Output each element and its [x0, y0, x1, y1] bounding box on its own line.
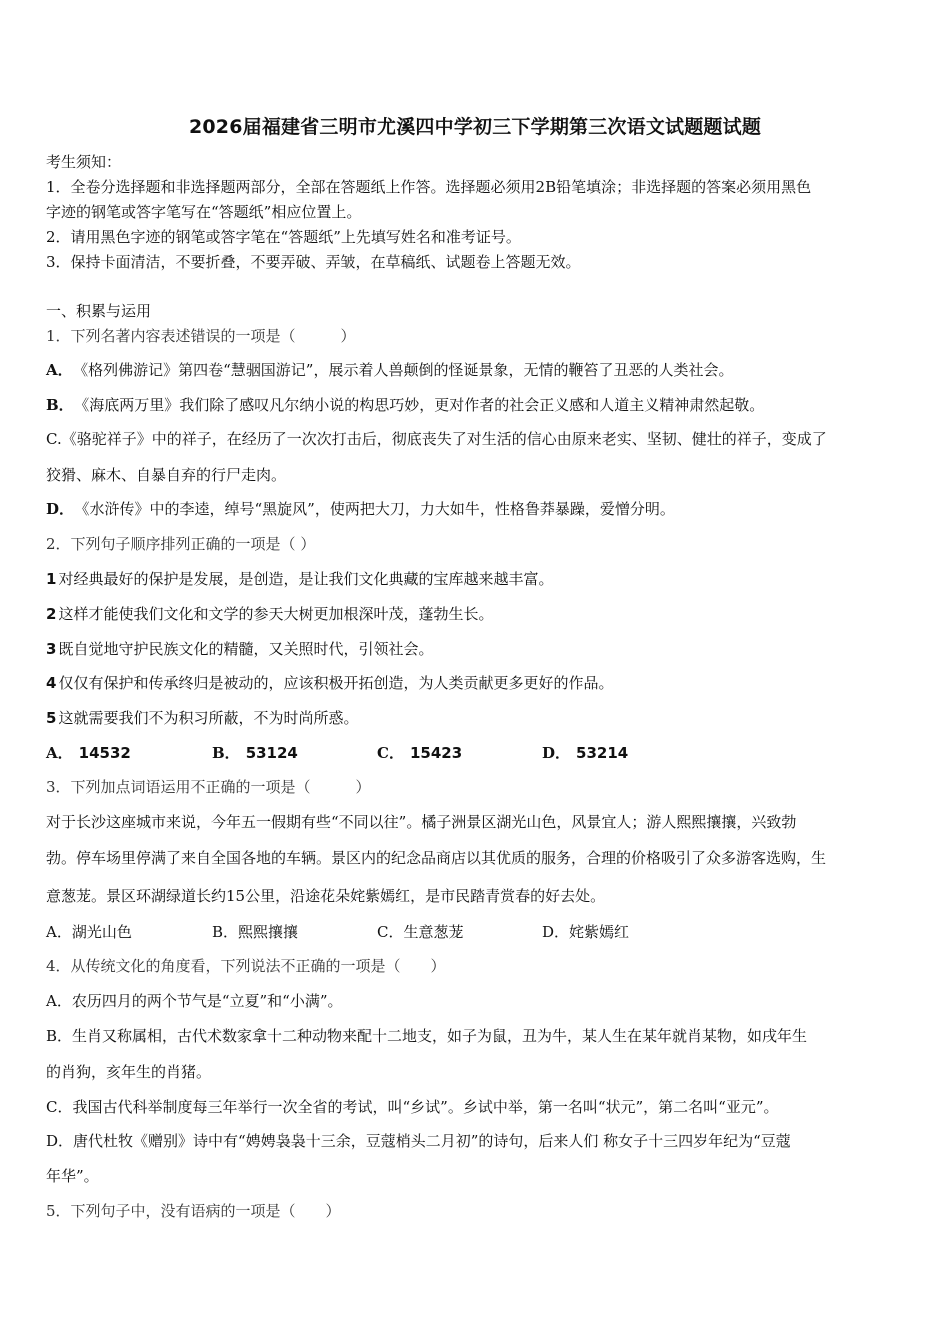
option-value: 53214 [576, 744, 629, 762]
option-text: 《水浒传》中的李逵，绰号“黑旋风”，使两把大刀，力大如牛，性格鲁莽暴躁，爱憎分明。 [82, 500, 675, 518]
sentence-number: 2 [46, 605, 57, 623]
question-2-sentence-1 [46, 569, 553, 589]
option-value: 14532 [78, 744, 131, 762]
question-1-option-c-line-2: 狡猾、麻木、自暴自弃的行尸走肉。 [46, 466, 287, 484]
option-label: A． [46, 744, 73, 762]
option-label: B． [212, 744, 240, 762]
question-2-option-d [542, 743, 628, 763]
question-1-option-a [46, 360, 733, 380]
question-3-option-b: B．熙熙攘攘 [212, 923, 299, 941]
option-label: D． [542, 744, 571, 762]
question-4-stem: 4．从传统文化的角度看，下列说法不正确的一项是（ ） [46, 957, 446, 975]
question-2-sentence-4 [46, 673, 613, 693]
sentence-text: 对经典最好的保护是发展，是创造，是让我们文化典藏的宝库越来越丰富。 [58, 570, 554, 588]
notice-item-1-line-2: 字迹的钢笔或答字笔写在“答题纸”相应位置上。 [46, 203, 362, 221]
option-label: A． [46, 361, 73, 379]
sentence-number: 1 [46, 570, 57, 588]
question-1-option-b [46, 395, 764, 415]
question-1-option-d [46, 499, 675, 519]
sentence-text: 仅仅有保护和传承终归是被动的，应该积极开拓创造，为人类贡献更多更好的作品。 [58, 674, 614, 692]
question-3-passage-line-2: 勃。停车场里停满了来自全国各地的车辆。景区内的纪念品商店以其优质的服务，合理的价格吸引了众多游客选购，生 [46, 849, 827, 867]
question-2-sentence-3 [46, 639, 433, 659]
question-3-passage-line-3: 意葱茏。景区环湖绿道长约15公里，沿途花朵姹紫嫣红，是市民踏青赏春的好去处。 [46, 887, 606, 905]
question-2-sentence-5 [46, 708, 358, 728]
sentence-text: 这就需要我们不为积习所蔽，不为时尚所惑。 [58, 709, 359, 727]
document-title: 2026届福建省三明市尤溪四中学初三下学期第三次语文试题题试题 [188, 116, 762, 138]
question-4-option-b-line-2: 的肖狗，亥年生的肖猪。 [46, 1063, 212, 1081]
question-2-option-a [46, 743, 131, 763]
question-3-option-d: D．姹紫嫣红 [542, 923, 630, 941]
section-heading: 一、积累与运用 [46, 302, 152, 320]
question-4-option-b-line-1: B．生肖又称属相，古代术数家拿十二种动物来配十二地支，如子为鼠，丑为牛，某人生在某年就肖某物，如戌年生 [46, 1027, 808, 1045]
question-3-option-a: A．湖光山色 [46, 923, 132, 941]
question-2-stem: 2．下列句子顺序排列正确的一项是（ ） [46, 535, 316, 553]
question-3-passage-line-1: 对于长沙这座城市来说，今年五一假期有些“不同以往”。橘子洲景区湖光山色，风景宜人；游人熙熙攘攘，兴致勃 [46, 813, 797, 831]
option-value: 53124 [245, 744, 298, 762]
option-value: 15423 [409, 744, 463, 762]
sentence-number: 3 [46, 640, 57, 658]
notice-item-3: 3．保持卡面清洁，不要折叠，不要弄破、弄皱，在草稿纸、试题卷上答题无效。 [46, 253, 581, 271]
notice-item-1-line-1: 1．全卷分选择题和非选择题两部分，全部在答题纸上作答。选择题必须用2B铅笔填涂；非选择题的答案必须用黑色 [46, 178, 812, 196]
question-4-option-d-line-1: D．唐代杜牧《赠别》诗中有“娉娉袅袅十三余，豆蔻梢头二月初”的诗句，后来人们 称女子十三四岁年纪为“豆蔻 [46, 1132, 791, 1150]
notice-heading: 考生须知： [46, 153, 122, 171]
question-4-option-d-line-2: 年华”。 [46, 1167, 99, 1185]
option-text: 《海底两万里》我们除了感叹凡尔纳小说的构思巧妙，更对作者的社会正义感和人道主义精神肃然起敬。 [81, 396, 765, 414]
question-2-option-c [377, 743, 462, 763]
option-label: B． [46, 396, 74, 414]
sentence-text: 既自觉地守护民族文化的精髓，又关照时代，引领社会。 [58, 640, 434, 658]
question-4-option-a: A．农历四月的两个节气是“立夏”和“小满”。 [46, 992, 343, 1010]
question-4-option-c: C．我国古代科举制度每三年举行一次全省的考试，叫“乡试”。乡试中举，第一名叫“状元”，第二名叫“亚元”。 [46, 1098, 779, 1116]
option-label: D． [46, 500, 75, 518]
question-3-stem: 3．下列加点词语运用不正确的一项是（ ） [46, 778, 371, 796]
question-1-option-c-line-1: C.《骆驼祥子》中的祥子，在经历了一次次打击后，彻底丧失了对生活的信心由原来老实、坚韧、健壮的祥子，变成了 [46, 430, 827, 448]
sentence-text: 这样才能使我们文化和文学的参天大树更加根深叶茂，蓬勃生长。 [58, 605, 494, 623]
notice-item-2: 2．请用黑色字迹的钢笔或答字笔在“答题纸”上先填写姓名和准考证号。 [46, 228, 521, 246]
question-2-option-b [212, 743, 298, 763]
question-1-stem: 1．下列名著内容表述错误的一项是（ ） [46, 327, 356, 345]
sentence-number: 5 [46, 709, 57, 727]
question-2-sentence-2 [46, 604, 493, 624]
option-label: C． [377, 744, 404, 762]
sentence-number: 4 [46, 674, 57, 692]
option-text: 《格列佛游记》第四卷“慧骃国游记”，展示着人兽颠倒的怪诞景象，无情的鞭笞了丑恶的人类社会。 [80, 361, 734, 379]
question-5-stem: 5．下列句子中，没有语病的一项是（ ） [46, 1202, 341, 1220]
question-3-option-c: C．生意葱茏 [377, 923, 464, 941]
